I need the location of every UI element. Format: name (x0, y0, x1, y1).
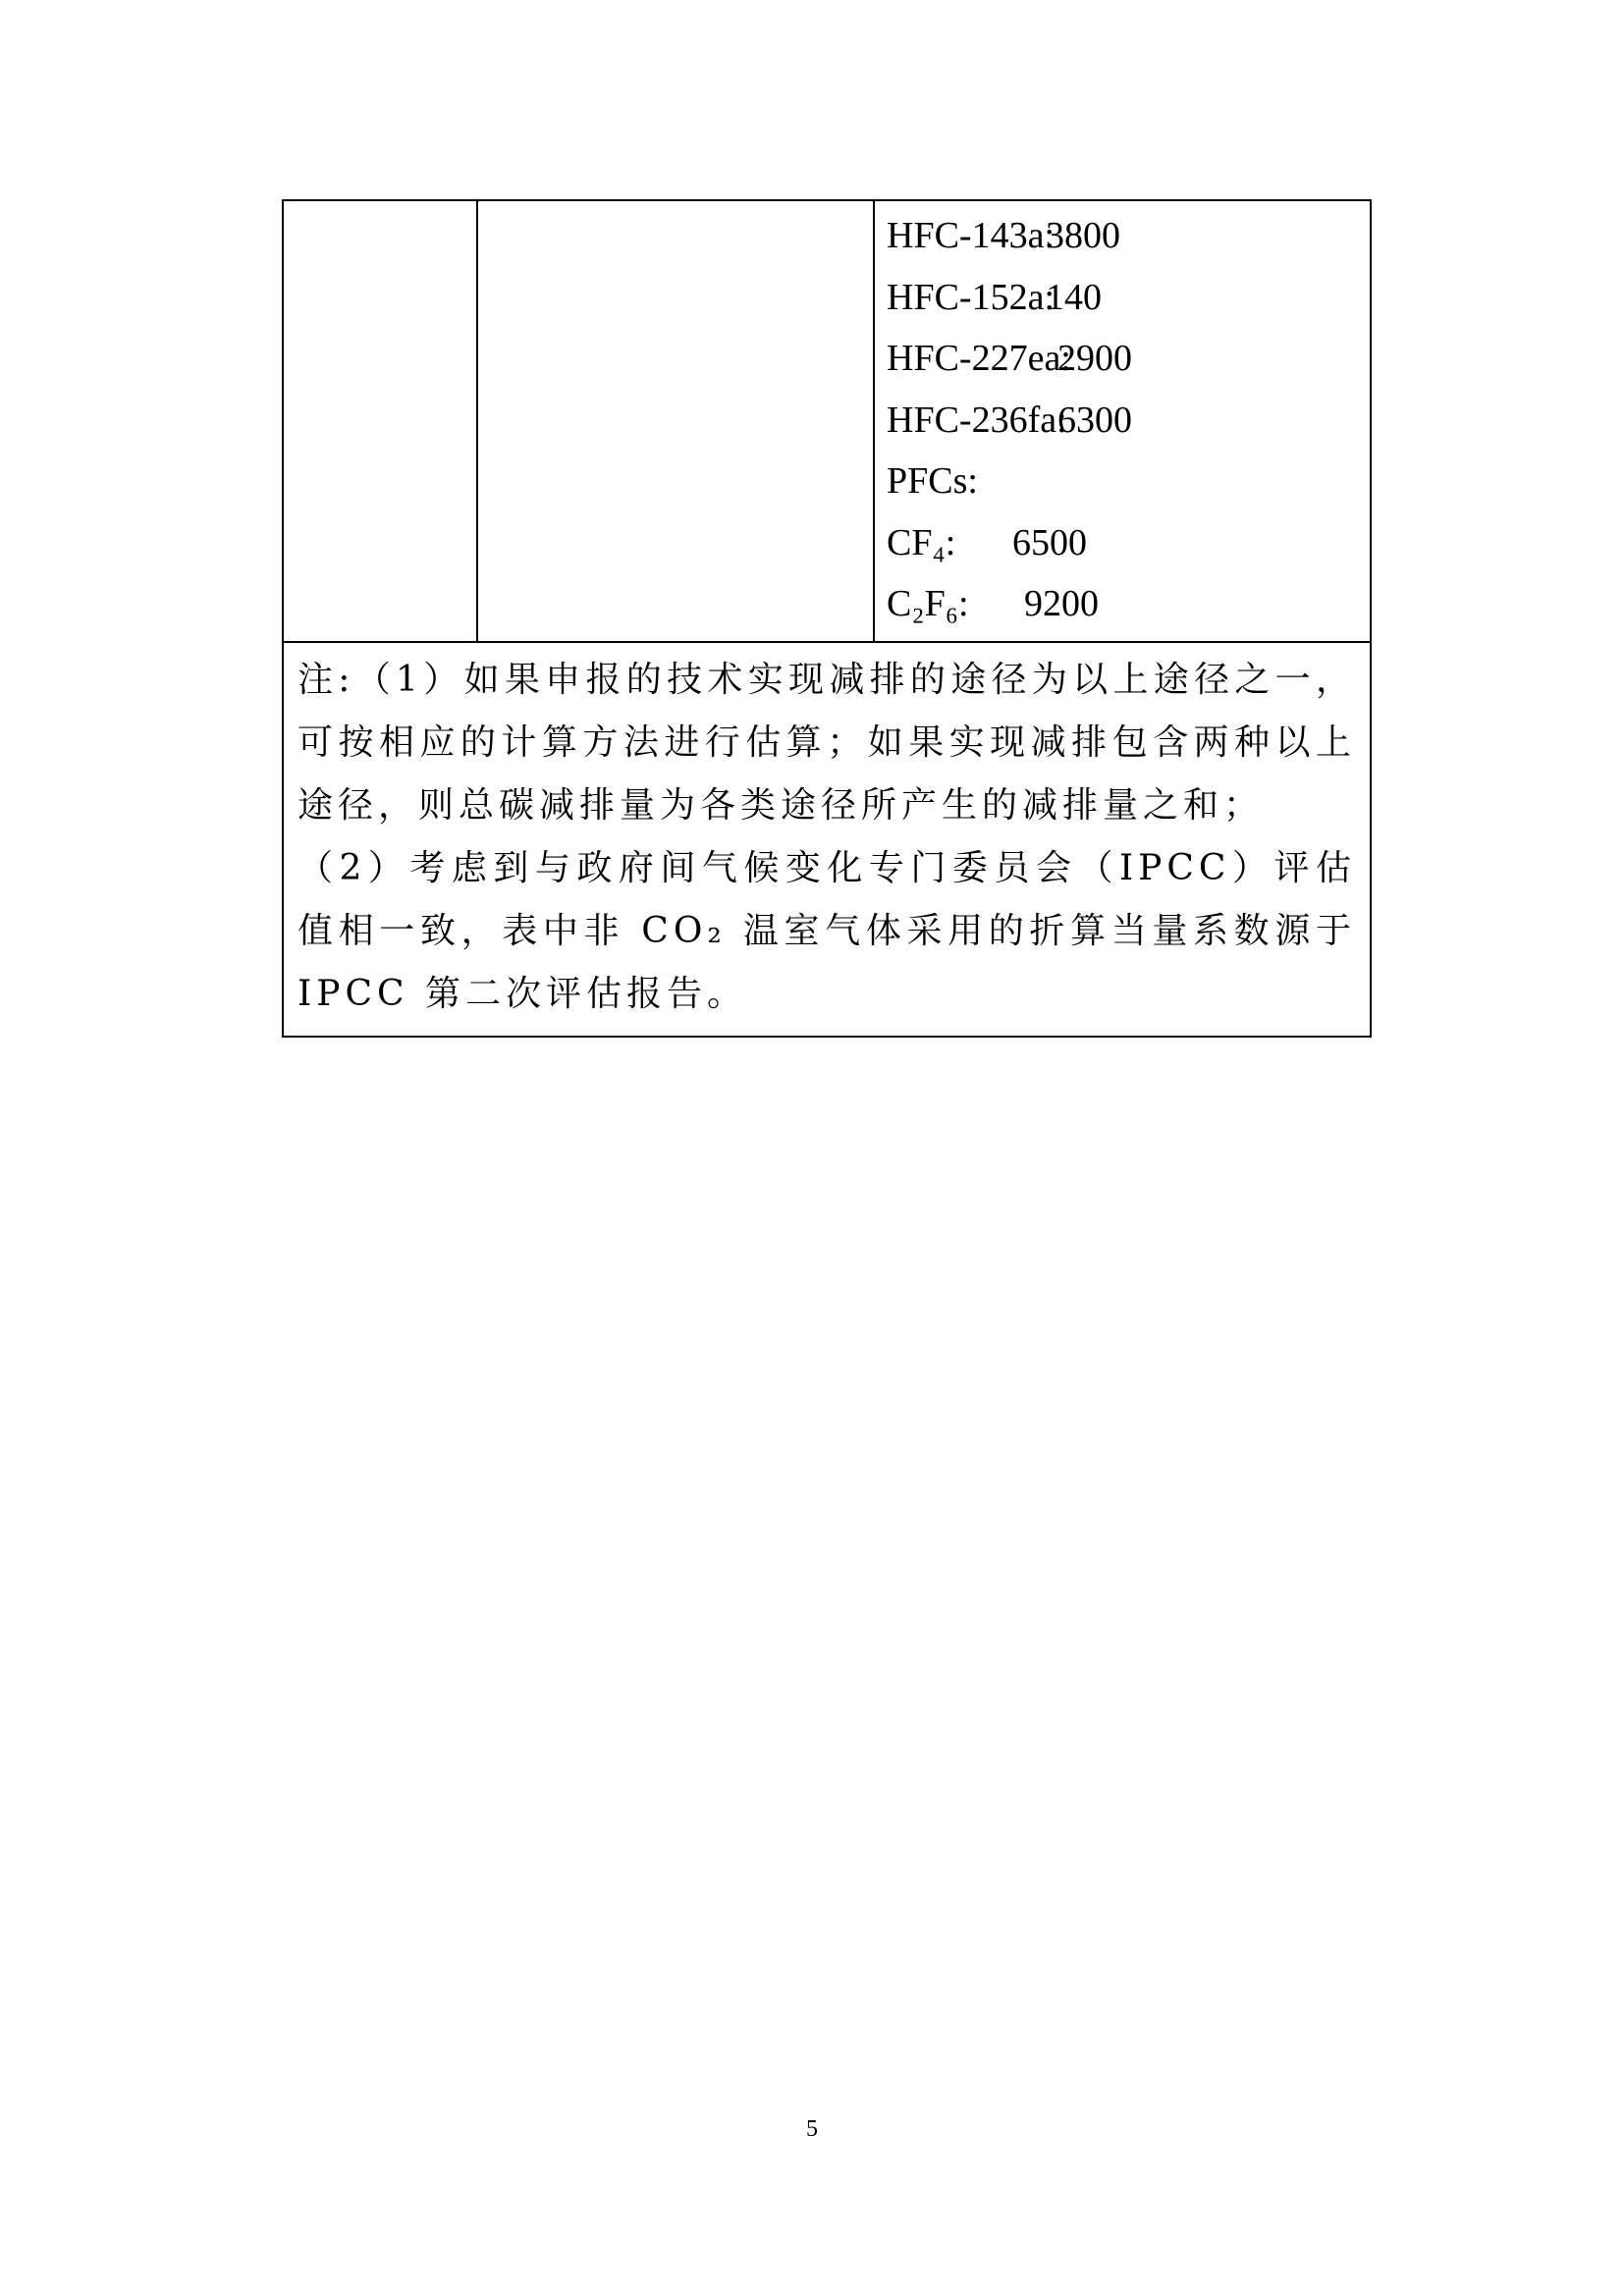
gas-name: HFC-152a: (887, 276, 1055, 318)
gas-name: C₂F₆: (887, 583, 969, 624)
factor-row (887, 205, 1370, 267)
factor-row (887, 512, 1370, 574)
gwp-value: 140 (1046, 276, 1102, 318)
gwp-factor-table (282, 199, 1372, 1038)
table-cell-empty (283, 200, 477, 642)
factor-row (887, 390, 1370, 452)
gas-name: HFC-143a: (887, 215, 1055, 256)
page-number: 5 (806, 2116, 818, 2142)
note-part-2: （2）考虑到与政府间气候变化专门委员会（IPCC）评估值相一致，表中非 CO₂ 温室气体采用的折算当量系数源于 IPCC 第二次评估报告。 (298, 847, 1356, 1014)
gas-name: CF₄: (887, 521, 956, 563)
gwp-value: 2900 (1057, 338, 1132, 379)
note-part-1: 注:（1）如果申报的技术实现减排的途径为以上途径之一，可按相应的计算方法进行估算；如果实现减排包含两种以上途径，则总碳减排量为各类途径所产生的减排量之和； (298, 659, 1356, 826)
gwp-value: 6300 (1057, 399, 1132, 441)
factor-row (887, 328, 1370, 390)
factor-row (887, 573, 1370, 635)
gas-name: HFC-236fa: (887, 399, 1067, 441)
table-note (283, 642, 1371, 1037)
gas-group-label: PFCs: (887, 460, 978, 502)
gwp-value: 9200 (1024, 583, 1099, 624)
gas-name: HFC-227ea: (887, 338, 1071, 379)
table-row (283, 200, 1371, 642)
factor-row (887, 451, 1370, 512)
factor-row (887, 267, 1370, 329)
gwp-value: 3800 (1046, 215, 1120, 256)
table-row (283, 642, 1371, 1037)
gwp-value: 6500 (1012, 521, 1087, 563)
gwp-factor-list (874, 200, 1371, 642)
table-cell-empty (477, 200, 874, 642)
